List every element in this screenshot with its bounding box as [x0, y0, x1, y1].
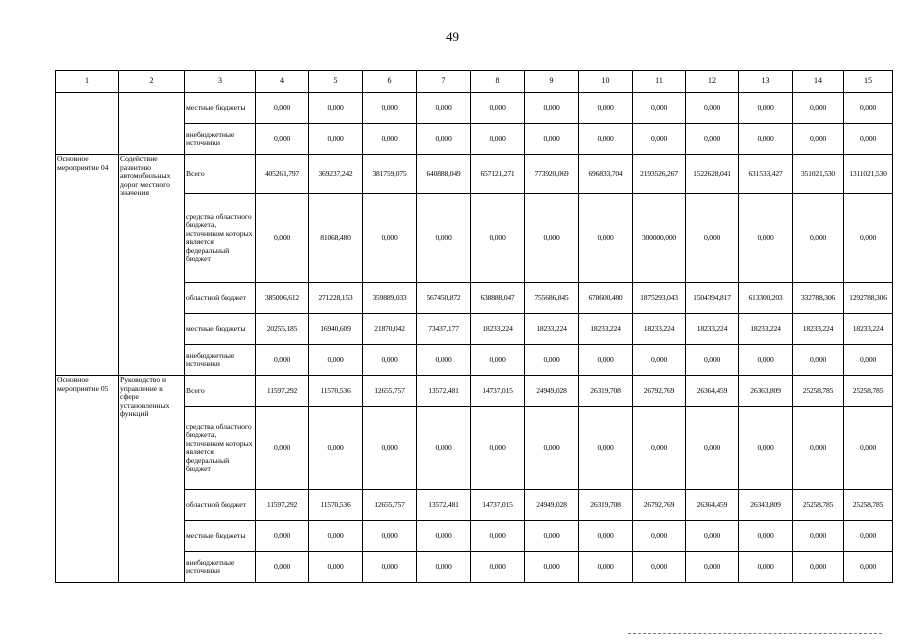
amount-cell: 24949,028 — [525, 490, 579, 521]
column-header: 11 — [633, 71, 686, 93]
funding-source-cell: Всего — [185, 376, 256, 407]
amount-cell: 0,000 — [686, 521, 739, 552]
column-header: 9 — [525, 71, 579, 93]
amount-cell: 1522628,041 — [686, 155, 739, 194]
amount-cell: 0,000 — [417, 93, 471, 124]
amount-cell: 0,000 — [417, 552, 471, 583]
activity-description-cell: Руководство и управление в сфере установленных функций — [119, 376, 185, 583]
amount-cell: 11597,292 — [256, 490, 309, 521]
amount-cell: 0,000 — [686, 124, 739, 155]
amount-cell: 0,000 — [793, 552, 844, 583]
amount-cell: 0,000 — [417, 521, 471, 552]
amount-cell: 0,000 — [793, 194, 844, 283]
column-number-row — [56, 71, 893, 93]
amount-cell: 20255,185 — [256, 314, 309, 345]
amount-cell: 0,000 — [739, 552, 793, 583]
amount-cell: 332788,306 — [793, 283, 844, 314]
amount-cell: 18233,224 — [739, 314, 793, 345]
amount-cell: 0,000 — [686, 194, 739, 283]
amount-cell: 0,000 — [844, 521, 893, 552]
amount-cell: 12655,757 — [363, 376, 417, 407]
amount-cell: 0,000 — [471, 194, 525, 283]
amount-cell: 0,000 — [739, 93, 793, 124]
funding-source-cell: внебюджетные источники — [185, 552, 256, 583]
amount-cell: 271228,153 — [309, 283, 363, 314]
amount-cell: 0,000 — [686, 552, 739, 583]
amount-cell: 0,000 — [309, 521, 363, 552]
amount-cell: 0,000 — [471, 93, 525, 124]
scan-artifact-line — [628, 633, 882, 636]
amount-cell: 13572,481 — [417, 376, 471, 407]
amount-cell: 0,000 — [793, 345, 844, 376]
funding-source-cell: местные бюджеты — [185, 521, 256, 552]
amount-cell: 613300,203 — [739, 283, 793, 314]
amount-cell: 0,000 — [739, 345, 793, 376]
column-header: 12 — [686, 71, 739, 93]
amount-cell: 21870,042 — [363, 314, 417, 345]
amount-cell: 0,000 — [471, 521, 525, 552]
amount-cell: 11570,536 — [309, 376, 363, 407]
amount-cell: 638888,047 — [471, 283, 525, 314]
column-header: 6 — [363, 71, 417, 93]
column-header: 7 — [417, 71, 471, 93]
column-header: 3 — [185, 71, 256, 93]
amount-cell: 0,000 — [633, 407, 686, 490]
amount-cell: 678600,480 — [579, 283, 633, 314]
amount-cell: 0,000 — [309, 552, 363, 583]
activity-name-cell — [56, 93, 119, 155]
amount-cell: 0,000 — [309, 124, 363, 155]
amount-cell: 0,000 — [363, 93, 417, 124]
amount-cell: 0,000 — [686, 345, 739, 376]
column-header: 14 — [793, 71, 844, 93]
amount-cell: 18233,224 — [471, 314, 525, 345]
amount-cell: 14737,015 — [471, 376, 525, 407]
amount-cell: 657121,271 — [471, 155, 525, 194]
funding-source-cell: местные бюджеты — [185, 93, 256, 124]
amount-cell: 640888,049 — [417, 155, 471, 194]
amount-cell: 381759,075 — [363, 155, 417, 194]
column-header: 15 — [844, 71, 893, 93]
amount-cell: 0,000 — [256, 124, 309, 155]
amount-cell: 0,000 — [417, 194, 471, 283]
amount-cell: 0,000 — [686, 407, 739, 490]
amount-cell: 16940,609 — [309, 314, 363, 345]
amount-cell: 0,000 — [525, 194, 579, 283]
funding-source-cell: Всего — [185, 155, 256, 194]
amount-cell: 18233,224 — [633, 314, 686, 345]
amount-cell: 0,000 — [844, 194, 893, 283]
amount-cell: 18233,224 — [579, 314, 633, 345]
amount-cell: 0,000 — [256, 194, 309, 283]
amount-cell: 0,000 — [256, 552, 309, 583]
funding-source-cell: средства областного бюджета, источником которых является федеральный бюджет — [185, 407, 256, 490]
amount-cell: 26319,708 — [579, 376, 633, 407]
amount-cell: 0,000 — [844, 552, 893, 583]
amount-cell: 0,000 — [363, 124, 417, 155]
funding-source-cell: средства областного бюджета, источником которых является федеральный бюджет — [185, 194, 256, 283]
funding-source-cell: внебюджетные источники — [185, 124, 256, 155]
amount-cell: 26792,769 — [633, 376, 686, 407]
funding-source-cell: местные бюджеты — [185, 314, 256, 345]
amount-cell: 18233,224 — [793, 314, 844, 345]
amount-cell: 0,000 — [471, 552, 525, 583]
amount-cell: 0,000 — [633, 345, 686, 376]
amount-cell: 1292788,306 — [844, 283, 893, 314]
column-header: 5 — [309, 71, 363, 93]
amount-cell: 18233,224 — [525, 314, 579, 345]
amount-cell: 0,000 — [793, 93, 844, 124]
funding-source-cell: областной бюджет — [185, 283, 256, 314]
amount-cell: 0,000 — [579, 345, 633, 376]
amount-cell: 0,000 — [417, 345, 471, 376]
amount-cell: 0,000 — [471, 345, 525, 376]
amount-cell: 369237,242 — [309, 155, 363, 194]
amount-cell: 0,000 — [844, 124, 893, 155]
amount-cell: 0,000 — [471, 124, 525, 155]
amount-cell: 0,000 — [739, 194, 793, 283]
amount-cell: 1875293,043 — [633, 283, 686, 314]
amount-cell: 24949,028 — [525, 376, 579, 407]
amount-cell: 0,000 — [256, 345, 309, 376]
amount-cell: 26792,769 — [633, 490, 686, 521]
amount-cell: 359889,033 — [363, 283, 417, 314]
column-header: 1 — [56, 71, 119, 93]
amount-cell: 0,000 — [309, 93, 363, 124]
amount-cell: 0,000 — [363, 194, 417, 283]
amount-cell: 0,000 — [793, 407, 844, 490]
amount-cell: 0,000 — [579, 521, 633, 552]
amount-cell: 26343,809 — [739, 490, 793, 521]
amount-cell: 0,000 — [417, 124, 471, 155]
amount-cell: 755686,845 — [525, 283, 579, 314]
amount-cell: 0,000 — [525, 407, 579, 490]
amount-cell: 26319,708 — [579, 490, 633, 521]
amount-cell: 0,000 — [739, 407, 793, 490]
amount-cell: 0,000 — [363, 552, 417, 583]
table-row — [56, 93, 893, 124]
amount-cell: 26363,809 — [739, 376, 793, 407]
amount-cell: 300000,000 — [633, 194, 686, 283]
amount-cell: 0,000 — [363, 407, 417, 490]
amount-cell: 0,000 — [793, 521, 844, 552]
amount-cell: 0,000 — [471, 407, 525, 490]
amount-cell: 0,000 — [844, 345, 893, 376]
amount-cell: 773920,069 — [525, 155, 579, 194]
amount-cell: 1311021,530 — [844, 155, 893, 194]
amount-cell: 0,000 — [256, 407, 309, 490]
amount-cell: 0,000 — [525, 93, 579, 124]
amount-cell: 11597,292 — [256, 376, 309, 407]
amount-cell: 18233,224 — [844, 314, 893, 345]
amount-cell: 73437,177 — [417, 314, 471, 345]
amount-cell: 0,000 — [633, 124, 686, 155]
activity-name-cell: Основное мероприятие 05 — [56, 376, 119, 583]
amount-cell: 0,000 — [525, 345, 579, 376]
amount-cell: 11570,536 — [309, 490, 363, 521]
activity-description-cell: Содействие развитию автомобильных дорог местного значения — [119, 155, 185, 376]
table-header — [56, 71, 893, 93]
activity-description-cell — [119, 93, 185, 155]
amount-cell: 14737,015 — [471, 490, 525, 521]
amount-cell: 1504394,817 — [686, 283, 739, 314]
funding-source-cell: областной бюджет — [185, 490, 256, 521]
amount-cell: 0,000 — [633, 552, 686, 583]
column-header: 2 — [119, 71, 185, 93]
amount-cell: 26364,459 — [686, 490, 739, 521]
column-header: 8 — [471, 71, 525, 93]
table-body — [56, 93, 893, 583]
table-row — [56, 155, 893, 194]
amount-cell: 0,000 — [844, 93, 893, 124]
amount-cell: 351021,530 — [793, 155, 844, 194]
funding-source-cell: внебюджетные источники — [185, 345, 256, 376]
activity-name-cell: Основное мероприятие 04 — [56, 155, 119, 376]
amount-cell: 567450,872 — [417, 283, 471, 314]
budget-table — [55, 70, 893, 583]
amount-cell: 0,000 — [686, 93, 739, 124]
amount-cell: 0,000 — [525, 124, 579, 155]
amount-cell: 0,000 — [844, 407, 893, 490]
amount-cell: 0,000 — [363, 345, 417, 376]
amount-cell: 25258,785 — [793, 490, 844, 521]
amount-cell: 0,000 — [739, 124, 793, 155]
amount-cell: 25258,785 — [844, 376, 893, 407]
amount-cell: 26364,459 — [686, 376, 739, 407]
amount-cell: 81068,480 — [309, 194, 363, 283]
amount-cell: 0,000 — [309, 407, 363, 490]
column-header: 10 — [579, 71, 633, 93]
table-row — [56, 376, 893, 407]
amount-cell: 0,000 — [633, 521, 686, 552]
amount-cell: 25258,785 — [844, 490, 893, 521]
amount-cell: 385006,612 — [256, 283, 309, 314]
amount-cell: 0,000 — [579, 552, 633, 583]
amount-cell: 405261,797 — [256, 155, 309, 194]
amount-cell: 0,000 — [579, 407, 633, 490]
amount-cell: 631533,427 — [739, 155, 793, 194]
amount-cell: 0,000 — [417, 407, 471, 490]
amount-cell: 0,000 — [309, 345, 363, 376]
amount-cell: 25258,785 — [793, 376, 844, 407]
amount-cell: 0,000 — [579, 124, 633, 155]
amount-cell: 18233,224 — [686, 314, 739, 345]
amount-cell: 696833,704 — [579, 155, 633, 194]
amount-cell: 0,000 — [793, 124, 844, 155]
amount-cell: 12655,757 — [363, 490, 417, 521]
amount-cell: 0,000 — [256, 521, 309, 552]
amount-cell: 0,000 — [256, 93, 309, 124]
column-header: 4 — [256, 71, 309, 93]
amount-cell: 0,000 — [525, 552, 579, 583]
column-header: 13 — [739, 71, 793, 93]
amount-cell: 0,000 — [363, 521, 417, 552]
page-number: 49 — [446, 29, 459, 44]
amount-cell: 0,000 — [579, 93, 633, 124]
amount-cell: 0,000 — [739, 521, 793, 552]
amount-cell: 2193526,267 — [633, 155, 686, 194]
amount-cell: 0,000 — [633, 93, 686, 124]
amount-cell: 0,000 — [525, 521, 579, 552]
amount-cell: 0,000 — [579, 194, 633, 283]
amount-cell: 13572,481 — [417, 490, 471, 521]
